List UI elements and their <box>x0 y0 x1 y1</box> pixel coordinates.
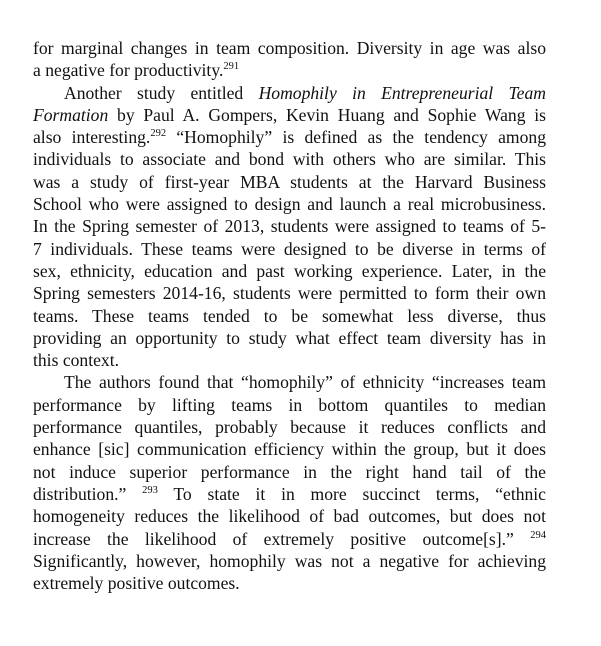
text-line <box>33 37 546 59</box>
text-line <box>33 305 546 327</box>
text-line <box>33 282 546 304</box>
paragraph <box>33 371 546 594</box>
paragraph <box>33 37 546 82</box>
text-line <box>33 104 546 126</box>
paragraph <box>33 82 546 372</box>
text-line <box>33 171 546 193</box>
text-run: 7 individuals. These teams were designed to be diverse in terms of <box>33 238 546 259</box>
text-run: individuals to associate and bond with others who are similar. This <box>33 149 546 170</box>
text-run: performance quantiles, probably because it reduces conflicts and <box>33 417 546 438</box>
text-run: providing an opportunity to study what effect team diversity has in <box>33 327 546 348</box>
text-run: distribution.” <box>33 483 143 504</box>
text-line <box>33 483 546 505</box>
text-run: To state it in more succinct terms, “ethnic <box>157 483 546 504</box>
text-run: increase the likelihood of extremely positive outcome[s].” <box>33 528 531 549</box>
text-line <box>33 550 546 572</box>
text-run: “Homophily” is defined as the tendency among <box>166 127 546 148</box>
footnote-ref: 294 <box>530 529 546 541</box>
text-line <box>33 394 546 416</box>
text-run: teams. These teams tended to be somewhat less diverse, thus <box>33 305 546 326</box>
text-line <box>33 126 546 148</box>
text-line <box>33 82 546 104</box>
text-line <box>33 438 546 460</box>
text-run: Significantly, however, homophily was not a negative for achieving <box>33 550 546 571</box>
text-run: performance by lifting teams in bottom quantiles to median <box>33 394 546 415</box>
text-line <box>33 215 546 237</box>
text-line <box>33 193 546 215</box>
text-line <box>33 528 546 550</box>
text-line <box>33 572 546 594</box>
text-run: Another study entitled <box>64 82 259 103</box>
text-run: was a study of first-year MBA students at the Harvard Business <box>33 171 546 192</box>
text-line <box>33 461 546 483</box>
italic-title: Formation <box>33 104 109 125</box>
italic-title: Homophily in Entrepreneurial Team <box>258 82 546 103</box>
text-run: this context. <box>33 350 120 371</box>
document-page <box>33 37 546 594</box>
text-run: for marginal changes in team composition. Diversity in age was also <box>33 38 546 58</box>
text-line <box>33 371 546 393</box>
text-run: homogeneity reduces the likelihood of bad outcomes, but does not <box>33 506 546 527</box>
text-run: sex, ethnicity, education and past working experience. Later, in the <box>33 260 546 281</box>
text-run: In the Spring semester of 2013, students were assigned to teams of 5- <box>33 216 546 237</box>
text-line <box>33 148 546 170</box>
text-run: The authors found that “homophily” of ethnicity “increases team <box>64 372 546 393</box>
text-run: extremely positive outcomes. <box>33 573 240 594</box>
text-run: Spring semesters 2014-16, students were permitted to form their own <box>33 283 546 304</box>
footnote-ref: 292 <box>150 128 167 140</box>
text-run: also interesting. <box>33 127 151 148</box>
text-run: by Paul A. Gompers, Kevin Huang and Sophie Wang is <box>108 104 546 125</box>
text-line <box>33 416 546 438</box>
text-line <box>33 260 546 282</box>
footnote-ref: 293 <box>142 484 158 496</box>
text-line <box>33 505 546 527</box>
text-line <box>33 349 546 371</box>
text-run: School who were assigned to design and launch a real microbusiness. <box>33 194 546 215</box>
text-line <box>33 327 546 349</box>
text-run: not induce superior performance in the right hand tail of the <box>33 461 546 482</box>
text-line <box>33 59 546 81</box>
text-line <box>33 238 546 260</box>
text-run: a negative for productivity. <box>33 60 224 81</box>
text-run: enhance [sic] communication efficiency within the group, but it does <box>33 439 546 460</box>
footnote-ref: 291 <box>223 61 240 73</box>
